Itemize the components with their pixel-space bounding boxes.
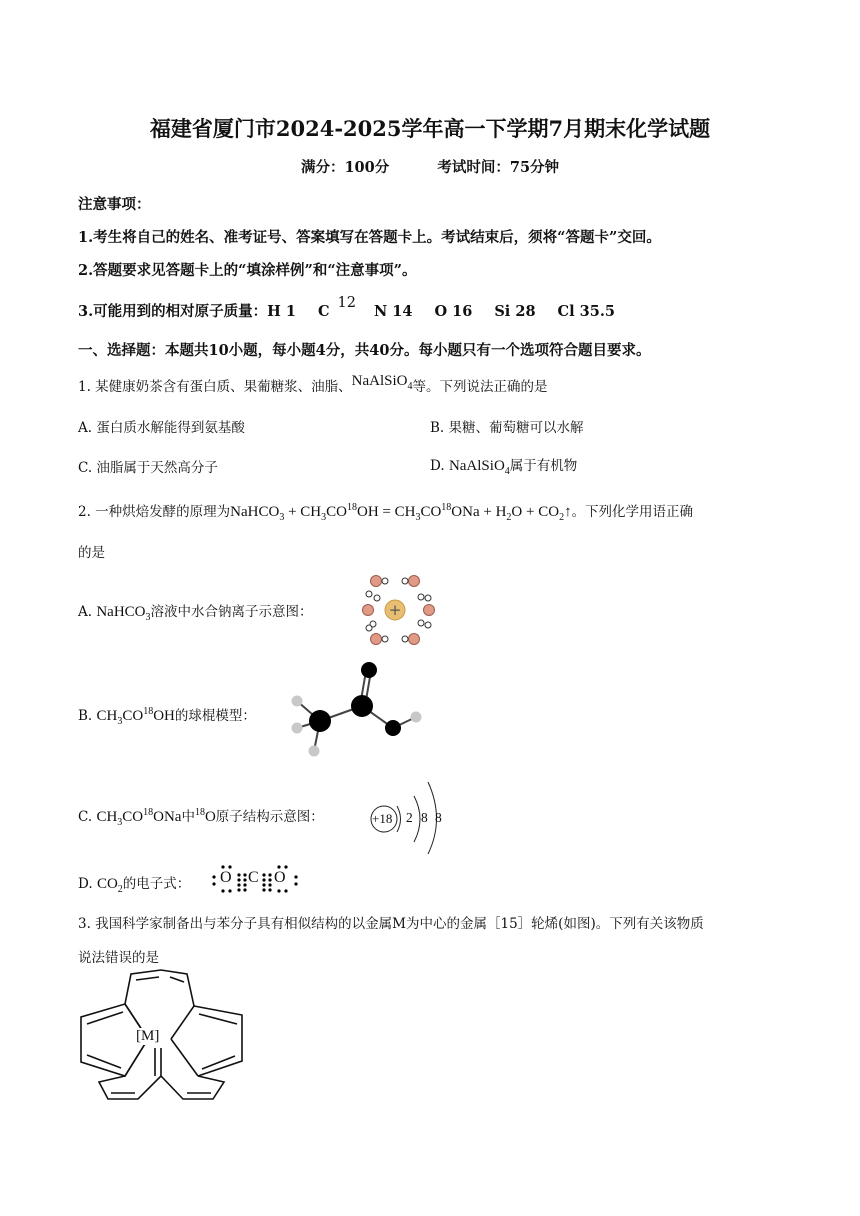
q1-option-d-formula-sub: 4 <box>504 466 510 477</box>
q1-formula: NaAlSiO <box>351 373 408 389</box>
q2-option-c-formula: $CH_3CO^{18}ONa$ <box>96 807 182 828</box>
shell-3-electrons: 8 <box>435 810 442 825</box>
q2-stem-cont: 的是 <box>78 545 105 561</box>
q2-option-d-formula: $CO_2$ <box>96 876 123 895</box>
q2-option-a <box>78 600 313 623</box>
notes-heading: 注意事项： <box>78 196 151 213</box>
q2-equation: NaHCO$_3$ + $CH_3CO^{18}OH = CH_3CO^{18}ONa + H_2O$ + $CO_2↑$ <box>230 502 572 523</box>
q1-option-d-label: D. <box>430 458 445 474</box>
notes-line-2: 2.答题要求见答题卡上的“填涂样例”和“注意事项”。 <box>78 262 417 279</box>
q2-option-d-label: D. <box>78 876 93 892</box>
section-1-heading: 一、选择题：本题共10小题，每小题4分，共40分。每小题只有一个选项符合题目要求。 <box>78 342 651 359</box>
page-title: 福建省厦门市2024-2025学年高一下学期7月期末化学试题 <box>149 116 711 141</box>
lewis-c: C <box>248 869 259 886</box>
mass-n: N 14 <box>373 303 413 320</box>
q2-option-b-text: 的球棍模型： <box>174 708 256 724</box>
q1-stem-b: 等。下列说法正确的是 <box>412 379 548 395</box>
q2-option-b-formula: $CH_3CO^{18}OH$ <box>96 706 175 727</box>
notes-line-1: 1.考生将自己的姓名、准考证号、答案填写在答题卡上。考试结束后，须将“答题卡”交回。 <box>78 229 661 246</box>
q2-option-a-label: A. <box>78 604 93 620</box>
q2-option-d <box>78 872 190 895</box>
q1-stem-a: 1. 某健康奶茶含有蛋白质、果葡糖浆、油脂、 <box>78 379 352 395</box>
hydrated-sodium-ion-diagram <box>365 573 440 648</box>
q2-option-b <box>78 704 256 727</box>
mass-h: H 1 <box>267 303 296 320</box>
q2-stem-a: 2. 一种烘焙发酵的原理为 <box>78 504 231 520</box>
mass-o: O 16 <box>434 303 473 320</box>
q2-option-d-text: 的电子式： <box>122 876 191 892</box>
full-score: 满分：100分 <box>300 159 390 176</box>
q1-option-d-text: 属于有机物 <box>509 458 578 474</box>
q3-stem-cont: 说法错误的是 <box>78 950 159 966</box>
q2-option-c-text: 原子结构示意图： <box>215 809 324 825</box>
q1-formula-sub: 4 <box>407 381 413 392</box>
q1-option-d <box>430 454 577 477</box>
metal-center-label: [M] <box>136 1028 160 1044</box>
mass-c-value: 12 <box>337 295 356 311</box>
q1-stem <box>78 375 548 398</box>
ball-and-stick-model <box>285 660 425 760</box>
q1-option-c: C. 油脂属于天然高分子 <box>78 460 218 476</box>
q2-option-c-mid: 中 <box>181 809 195 825</box>
q1-option-b: B. 果糖、葡萄糖可以水解 <box>430 420 584 436</box>
lewis-o-right: O <box>274 869 286 886</box>
q2-option-a-text: 溶液中水合钠离子示意图： <box>150 604 313 620</box>
q2-option-c-isotope: $^{18}$O <box>194 807 216 825</box>
exam-time: 考试时间：75分钟 <box>437 159 560 176</box>
q1-option-d-formula: NaAlSiO <box>448 458 505 474</box>
svg-text:+: + <box>388 601 402 619</box>
metallaannulene-structure <box>75 968 250 1108</box>
mass-si: Si 28 <box>494 303 536 320</box>
q2-option-b-label: B. <box>78 708 93 724</box>
q2-option-c-label: C. <box>78 809 93 825</box>
notes-line-3 <box>78 295 615 321</box>
mass-cl: Cl 35.5 <box>557 303 615 320</box>
nucleus-charge: +18 <box>372 811 393 826</box>
masses-prefix: 3.可能用到的相对原子质量： <box>78 303 268 320</box>
q2-option-c <box>78 805 324 828</box>
q1-option-a: A. 蛋白质水解能得到氨基酸 <box>78 420 245 436</box>
q2-stem <box>78 500 693 523</box>
shell-1-electrons: 2 <box>406 810 413 825</box>
q3-stem: 3. 我国科学家制备出与苯分子具有相似结构的以金属M为中心的金属［15］轮烯(如图)。下列有关该物质 <box>78 916 704 932</box>
q2-stem-b: 。下列化学用语正确 <box>571 504 694 520</box>
exam-info <box>0 156 860 177</box>
q2-option-a-formula: NaHCO$_3$ <box>96 604 151 623</box>
shell-2-electrons: 8 <box>421 810 428 825</box>
lewis-o-left: O <box>220 869 232 886</box>
lewis-electron-dots <box>210 863 300 893</box>
mass-c: C <box>317 303 330 320</box>
